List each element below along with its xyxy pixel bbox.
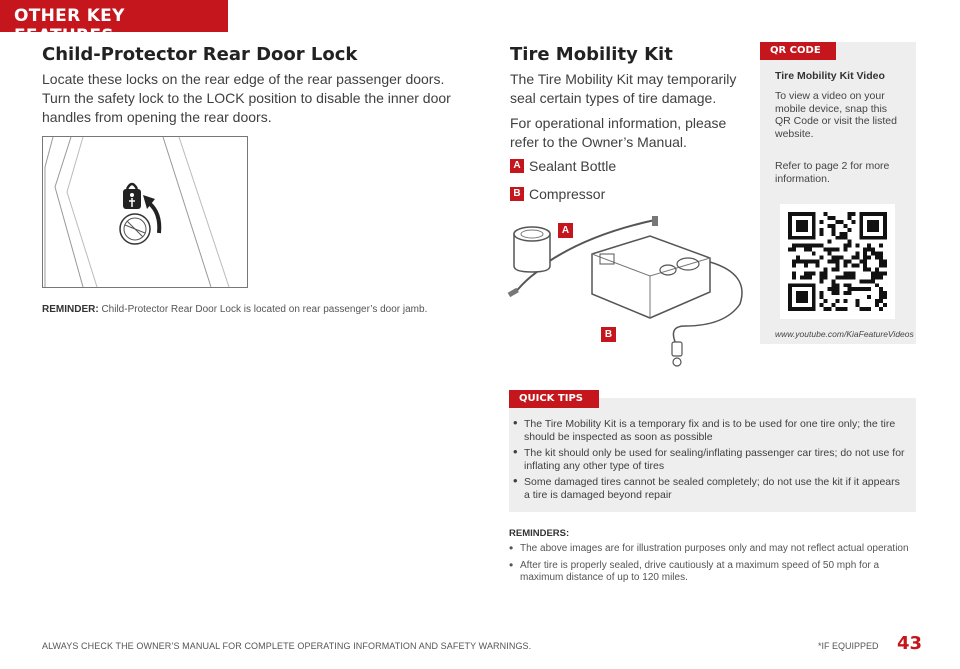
quick-tip-item: • The kit should only be used for sealing/inflating passenger car tires; do not use for inflating any other type of tires [513, 447, 905, 472]
qr-code-tab: QR CODE [760, 42, 836, 60]
part-compressor [510, 186, 605, 202]
qr-title: Tire Mobility Kit Video [775, 70, 885, 82]
child-lock-reminder [42, 304, 427, 315]
section-header-tab: OTHER KEY FEATURES [0, 0, 228, 32]
footer-if-equipped: *IF EQUIPPED [818, 641, 879, 651]
part-sealant-bottle [510, 158, 616, 174]
part-label: Sealant Bottle [529, 158, 617, 174]
quick-tips-tab: QUICK TIPS [509, 390, 599, 408]
video-url-link[interactable]: www.youtube.com/KiaFeatureVideos [775, 329, 914, 339]
part-key-b: B [510, 187, 524, 201]
reminders-list [509, 543, 919, 589]
qr-code-icon[interactable] [780, 204, 895, 319]
callout-b: B [601, 327, 616, 342]
reminder-text: Child-Protector Rear Door Lock is located on rear passenger’s door jamb. [101, 304, 428, 315]
reminders-heading: REMINDERS: [509, 528, 570, 539]
tire-kit-intro: The Tire Mobility Kit may temporarily seal certain types of tire damage. [510, 71, 737, 106]
child-lock-description: Locate these locks on the rear edge of the rear passenger doors. Turn the safety lock to the LOCK position to disable the inner door handles from opening the rear doors. [42, 71, 451, 125]
footer-warning: ALWAYS CHECK THE OWNER’S MANUAL FOR COMPLETE OPERATING INFORMATION AND SAFETY WARNINGS. [42, 641, 532, 651]
quick-tip-item: • Some damaged tires cannot be sealed completely; do not use the kit if it appears a tire is damaged beyond repair [513, 476, 905, 501]
child-lock-title: Child-Protector Rear Door Lock [42, 44, 358, 65]
tire-kit-info: For operational information, please refer to the Owner’s Manual. [510, 115, 727, 150]
reminder-item: • The above images are for illustration purposes only and may not reflect actual operation [509, 543, 919, 555]
page-number: 43 [897, 633, 923, 654]
part-key-a: A [510, 159, 524, 173]
callout-a: A [558, 223, 573, 238]
tire-kit-illustration [500, 214, 760, 374]
quick-tips-list [513, 418, 905, 505]
quick-tip-item: • The Tire Mobility Kit is a temporary fix and is to be used for one tire only; the tire should be inspected as soon as possible [513, 418, 905, 443]
part-label: Compressor [529, 186, 606, 202]
tire-kit-title: Tire Mobility Kit [510, 44, 673, 65]
child-lock-illustration [42, 136, 248, 288]
reminder-item: • After tire is properly sealed, drive cautiously at a maximum speed of 50 mph for a maximum distance of up to 120 miles. [509, 560, 919, 584]
reminder-label: REMINDER: [42, 304, 99, 315]
qr-instructions: To view a video on your mobile device, snap this QR Code or visit the listed website. [775, 90, 897, 140]
qr-page-ref: Refer to page 2 for more information. [775, 160, 890, 185]
